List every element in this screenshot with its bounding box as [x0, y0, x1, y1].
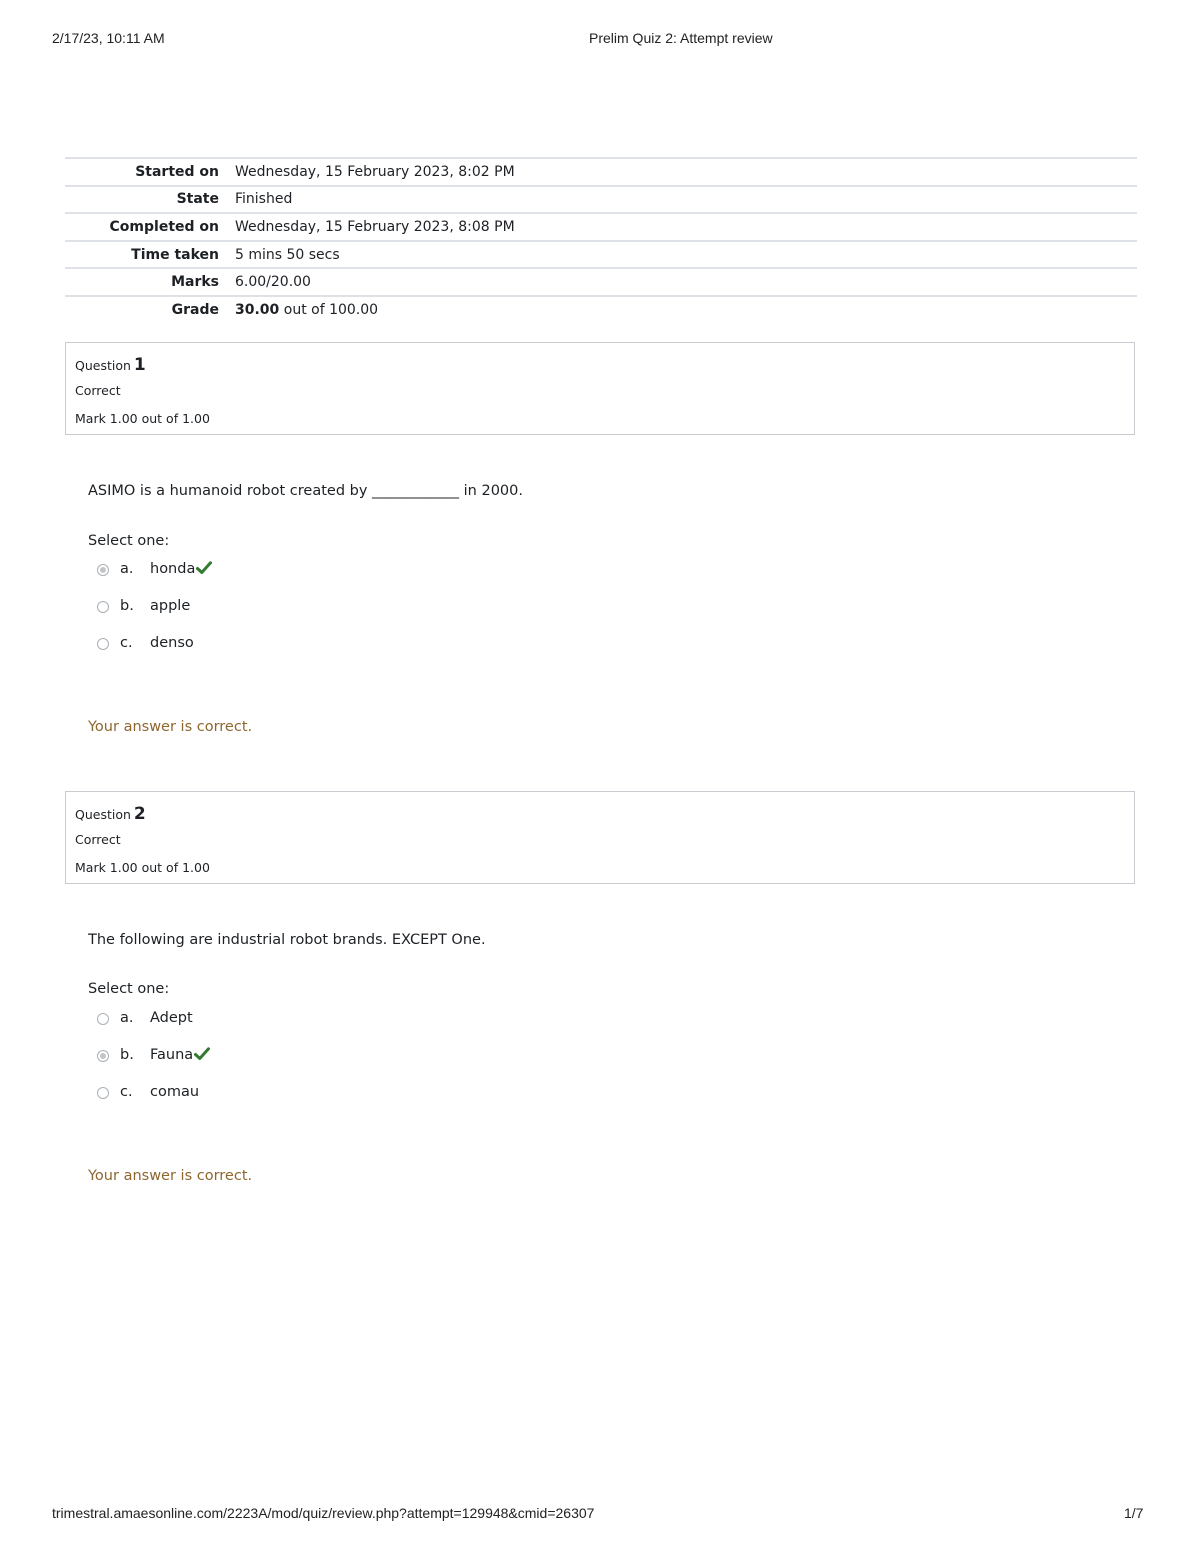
summary-label: Marks	[171, 274, 219, 291]
summary-value: Wednesday, 15 February 2023, 8:02 PM	[235, 163, 515, 180]
summary-label: Started on	[135, 163, 219, 180]
question-text: ASIMO is a humanoid robot created by ____________ in 2000.	[88, 483, 523, 499]
print-url: trimestral.amaesonline.com/2223A/mod/quiz/review.php?attempt=129948&cmid=26307	[52, 1505, 595, 1521]
question-label: Question	[75, 807, 131, 822]
question-state: Correct	[75, 832, 121, 847]
summary-label: Grade	[171, 302, 219, 319]
print-datetime: 2/17/23, 10:11 AM	[52, 30, 165, 46]
answer-letter: c.	[120, 635, 133, 651]
check-icon	[194, 1047, 210, 1061]
question-number-value: 1	[133, 355, 146, 375]
print-page-number: 1/7	[1124, 1505, 1144, 1521]
summary-row-time-taken	[65, 241, 1137, 269]
check-icon	[196, 561, 212, 575]
summary-label: Time taken	[131, 246, 219, 263]
summary-value	[235, 296, 1137, 324]
answer-text: honda	[150, 561, 196, 577]
answer-text: denso	[150, 635, 194, 651]
summary-label: Completed on	[109, 218, 219, 235]
question-number	[75, 804, 146, 824]
answer-letter: a.	[120, 561, 134, 577]
question-text: The following are industrial robot brands. EXCEPT One.	[88, 932, 486, 948]
radio-button-selected[interactable]	[97, 564, 109, 576]
question-grade: Mark 1.00 out of 1.00	[75, 411, 210, 426]
summary-row-started	[65, 158, 1137, 186]
summary-row-grade	[65, 296, 1137, 324]
answer-text-wrap	[150, 1047, 210, 1063]
question-number-value: 2	[133, 804, 146, 824]
summary-value: 6.00/20.00	[235, 274, 311, 291]
answer-text: Fauna	[150, 1047, 194, 1063]
radio-button[interactable]	[97, 1087, 109, 1099]
grade-total: out of 100.00	[283, 302, 379, 319]
answer-letter: c.	[120, 1084, 133, 1100]
print-page-title: Prelim Quiz 2: Attempt review	[589, 30, 773, 46]
summary-row-completed	[65, 213, 1137, 241]
select-one-prompt: Select one:	[88, 533, 170, 549]
question-info-box	[65, 342, 1135, 435]
summary-label: State	[176, 191, 219, 208]
question-state: Correct	[75, 383, 121, 398]
question-number	[75, 355, 146, 375]
radio-button[interactable]	[97, 601, 109, 613]
grade-value: 30.00	[235, 302, 280, 319]
radio-button[interactable]	[97, 638, 109, 650]
summary-value: Finished	[235, 191, 293, 208]
answer-letter: b.	[120, 1047, 134, 1063]
radio-button-selected[interactable]	[97, 1050, 109, 1062]
answer-text: comau	[150, 1084, 200, 1100]
answer-feedback: Your answer is correct.	[88, 719, 253, 735]
summary-row-marks	[65, 268, 1137, 296]
summary-row-state	[65, 186, 1137, 214]
attempt-summary-table	[65, 157, 1137, 324]
answer-text-wrap	[150, 561, 212, 577]
answer-text: Adept	[150, 1010, 193, 1026]
answer-letter: b.	[120, 598, 134, 614]
answer-feedback: Your answer is correct.	[88, 1168, 253, 1184]
question-grade: Mark 1.00 out of 1.00	[75, 860, 210, 875]
summary-value: 5 mins 50 secs	[235, 246, 340, 263]
summary-value: Wednesday, 15 February 2023, 8:08 PM	[235, 218, 515, 235]
answer-text: apple	[150, 598, 191, 614]
radio-button[interactable]	[97, 1013, 109, 1025]
question-label: Question	[75, 358, 131, 373]
select-one-prompt: Select one:	[88, 981, 170, 997]
question-info-box	[65, 791, 1135, 884]
answer-letter: a.	[120, 1010, 134, 1026]
